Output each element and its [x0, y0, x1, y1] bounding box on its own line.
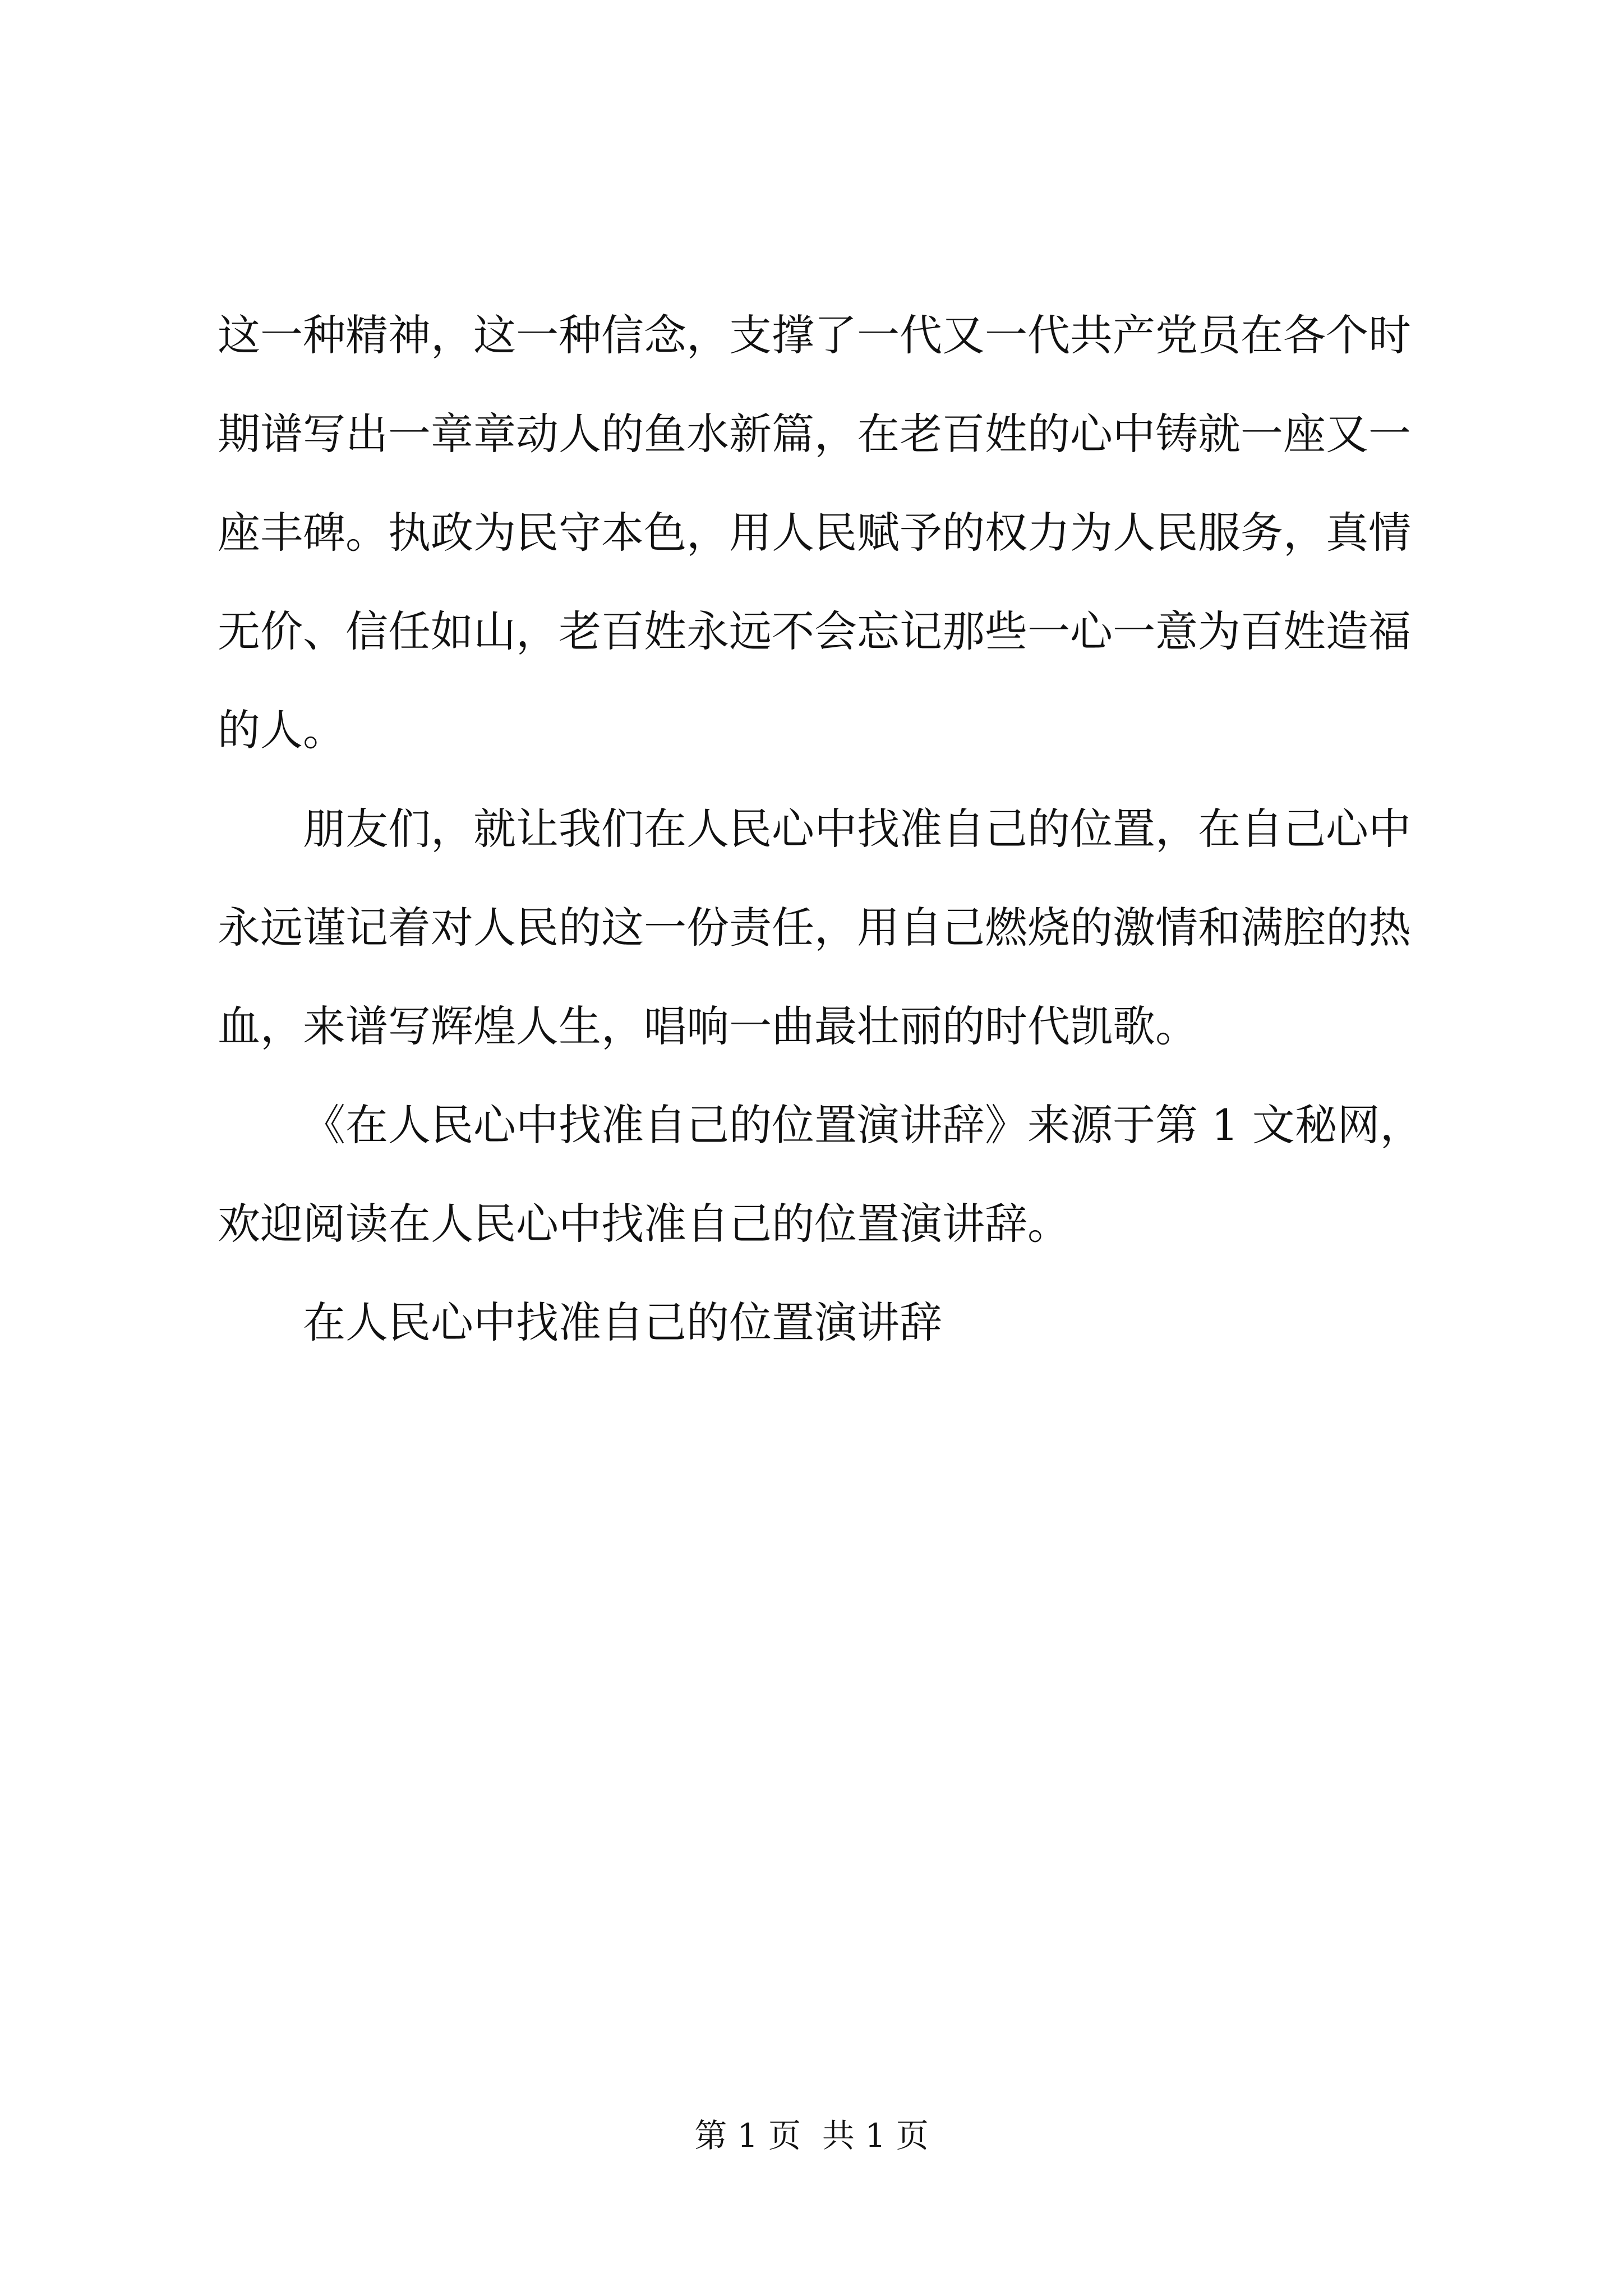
text-line: 永远谨记着对人民的这一份责任，用自己燃烧的激情和满腔的热: [218, 903, 1411, 953]
page-total: 共 1 页: [822, 2116, 929, 2155]
document-body: [218, 310, 1423, 1400]
text-line: 的人。: [218, 705, 345, 755]
page-footer: [0, 2116, 1623, 2155]
page-number: 第 1 页: [694, 2116, 801, 2155]
text-line: 期谱写出一章章动人的鱼水新篇，在老百姓的心中铸就一座又一: [218, 409, 1411, 459]
text-line: 在人民心中找准自己的位置演讲辞: [303, 1297, 942, 1347]
text-line: 无价、信任如山，老百姓永远不会忘记那些一心一意为百姓造福: [218, 606, 1411, 656]
text-line: 《在人民心中找准自己的位置演讲辞》来源于第 1 文秘网，: [303, 1100, 1423, 1150]
text-line: 朋友们，就让我们在人民心中找准自己的位置，在自己心中: [303, 804, 1411, 854]
text-line: 血，来谱写辉煌人生，唱响一曲最壮丽的时代凯歌。: [218, 1001, 1198, 1051]
text-line: 座丰碑。执政为民守本色，用人民赋予的权力为人民服务，真情: [218, 508, 1411, 558]
text-line: 欢迎阅读在人民心中找准自己的位置演讲辞。: [218, 1199, 1070, 1249]
text-line: 这一种精神，这一种信念，支撑了一代又一代共产党员在各个时: [218, 310, 1411, 360]
